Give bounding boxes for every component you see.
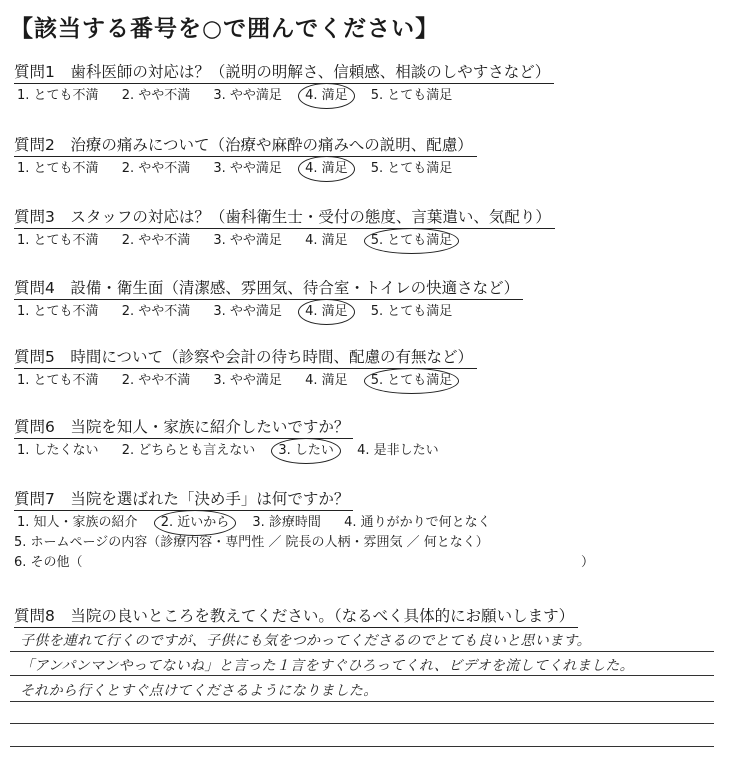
- q6-option-2[interactable]: 2. どちらとも言えない: [121, 443, 256, 458]
- answer-line-5: [10, 746, 714, 747]
- answer-line-2: [10, 675, 714, 676]
- question-6-options: [14, 442, 455, 460]
- question-2-options: [14, 160, 477, 178]
- question-6: [14, 417, 455, 460]
- q7-option-6-close: ）: [580, 555, 594, 570]
- q5-option-1[interactable]: 1. とても不満: [17, 373, 99, 388]
- question-5: [14, 347, 477, 390]
- question-5-options: [14, 372, 477, 390]
- question-7-title: 質問7 当院を選ばれた「決め手」は何ですか？: [14, 489, 353, 511]
- answer-line-3: [10, 701, 714, 702]
- question-3: [14, 207, 555, 250]
- form-header: 【該当する番号を○で囲んでください】: [10, 16, 440, 42]
- question-4-title: 質問4 設備・衛生面（清潔感、雰囲気、待合室・トイレの快適さなど）: [14, 278, 523, 300]
- q7-option-4[interactable]: 4. 通りがかりで何となく: [344, 515, 491, 530]
- q2-option-1[interactable]: 1. とても不満: [17, 161, 99, 176]
- q2-option-2[interactable]: 2. やや不満: [121, 161, 191, 176]
- q1-option-1[interactable]: 1. とても不満: [17, 88, 99, 103]
- q7-option-1[interactable]: 1. 知人・家族の紹介: [17, 515, 138, 530]
- q3-option-2[interactable]: 2. やや不満: [121, 233, 191, 248]
- q7-option-5[interactable]: 5. ホームページの内容（診療内容・専門性 ／ 院長の人柄・雰囲気 ／ 何となく）: [14, 535, 489, 550]
- q2-option-3[interactable]: 3. やや満足: [213, 161, 282, 176]
- question-6-title: 質問6 当院を知人・家族に紹介したいですか？: [14, 417, 353, 439]
- q4-option-5[interactable]: 5. とても満足: [370, 304, 453, 319]
- handwritten-answer-line-3: それから行くとすぐ点けてくださるようになりました。: [20, 683, 378, 699]
- question-1-title: 質問1 歯科医師の対応は？（説明の明解さ、信頼感、相談のしやすさなど）: [14, 62, 554, 84]
- handwritten-answer-line-2: 「アンパンマンやってないね」と言った１言をすぐひろってくれ、ビデオを流してくれました。: [20, 658, 634, 674]
- question-4: [14, 278, 523, 321]
- answer-line-4: [10, 723, 714, 724]
- q7-option-6-label: 6. その他（: [14, 555, 83, 570]
- q7-option-2[interactable]: 2. 近いから: [158, 514, 233, 532]
- q6-option-3[interactable]: 3. したい: [275, 442, 337, 460]
- q1-option-2[interactable]: 2. やや不満: [121, 88, 191, 103]
- question-1-options: [14, 87, 554, 105]
- q4-option-2[interactable]: 2. やや不満: [121, 304, 191, 319]
- question-2-title: 質問2 治療の痛みについて（治療や麻酔の痛みへの説明、配慮）: [14, 135, 477, 157]
- q1-option-4[interactable]: 4. 満足: [302, 87, 351, 105]
- question-2: [14, 135, 477, 178]
- question-5-title: 質問5 時間について（診察や会計の待ち時間、配慮の有無など）: [14, 347, 477, 369]
- q5-option-5[interactable]: 5. とても満足: [368, 372, 456, 390]
- q4-option-3[interactable]: 3. やや満足: [213, 304, 282, 319]
- question-1: [14, 62, 554, 105]
- q3-option-3[interactable]: 3. やや満足: [213, 233, 282, 248]
- question-7: [14, 489, 594, 572]
- q4-option-4[interactable]: 4. 満足: [302, 303, 351, 321]
- q6-option-1[interactable]: 1. したくない: [17, 443, 99, 458]
- question-3-options: [14, 232, 555, 250]
- q2-option-4[interactable]: 4. 満足: [302, 160, 351, 178]
- q7-option-3[interactable]: 3. 診療時間: [252, 515, 321, 530]
- q3-option-5[interactable]: 5. とても満足: [368, 232, 456, 250]
- question-4-options: [14, 303, 523, 321]
- q6-option-4[interactable]: 4. 是非したい: [357, 443, 439, 458]
- q5-option-4[interactable]: 4. 満足: [305, 373, 348, 388]
- q5-option-3[interactable]: 3. やや満足: [213, 373, 282, 388]
- question-3-title: 質問3 スタッフの対応は？（歯科衛生士・受付の態度、言葉遣い、気配り）: [14, 207, 555, 229]
- q1-option-3[interactable]: 3. やや満足: [213, 88, 282, 103]
- q2-option-5[interactable]: 5. とても満足: [370, 161, 453, 176]
- handwritten-answer-line-1: 子供を連れて行くのですが、子供にも気をつかってくださるのでとても良いと思います。: [20, 633, 591, 649]
- q7-option-6[interactable]: [14, 554, 594, 572]
- q5-option-2[interactable]: 2. やや不満: [121, 373, 191, 388]
- answer-line-1: [10, 651, 714, 652]
- q4-option-1[interactable]: 1. とても不満: [17, 304, 99, 319]
- q1-option-5[interactable]: 5. とても満足: [370, 88, 453, 103]
- question-7-options: [14, 514, 594, 532]
- question-8: [14, 606, 578, 628]
- q3-option-1[interactable]: 1. とても不満: [17, 233, 99, 248]
- q3-option-4[interactable]: 4. 満足: [305, 233, 348, 248]
- question-8-title: 質問8 当院の良いところを教えてください。（なるべく具体的にお願いします）: [14, 606, 578, 628]
